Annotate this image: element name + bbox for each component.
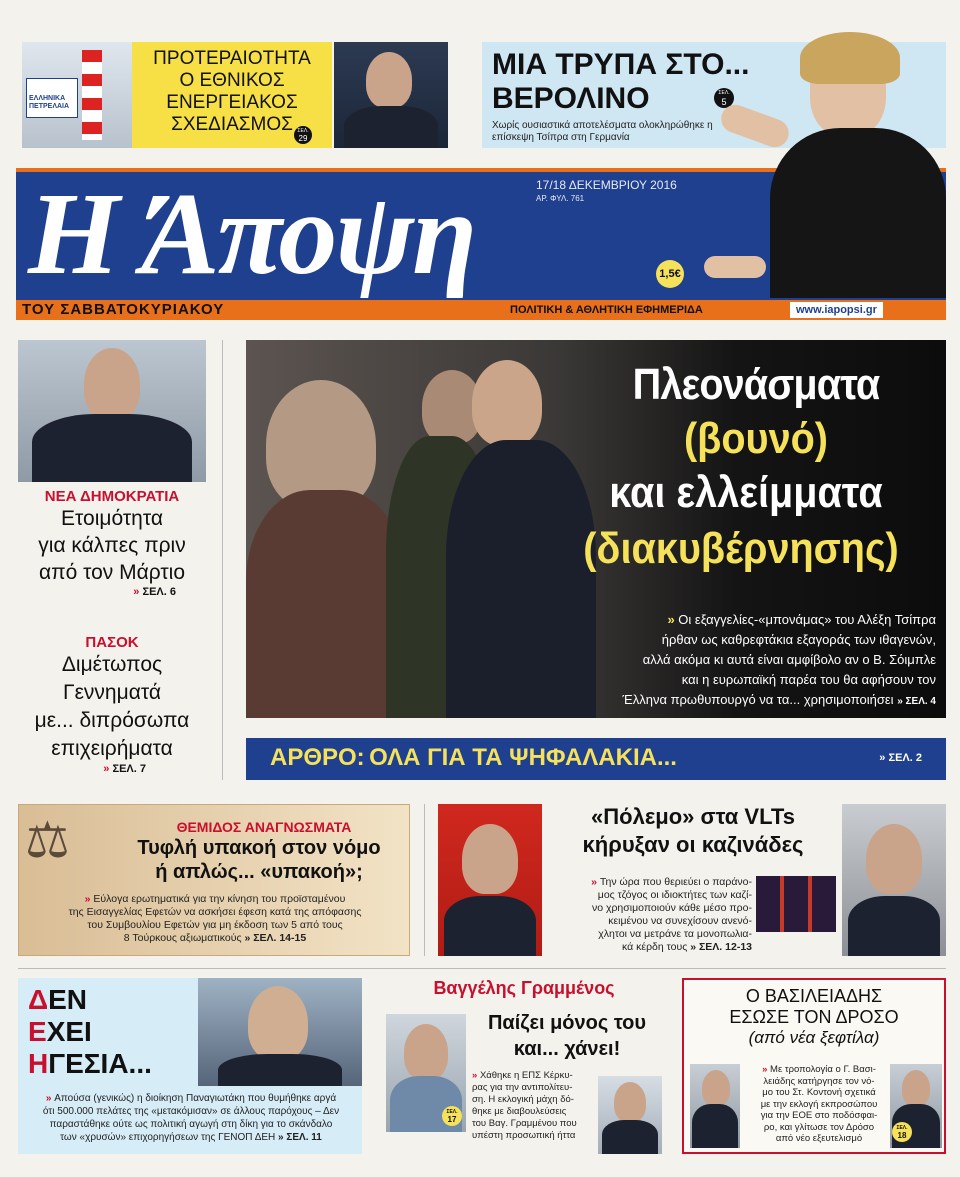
berlin-headline-1: ΜΙΑ ΤΡΥΠΑ ΣΤΟ... — [492, 48, 750, 81]
pasok-line-1: Διμέτωπος — [61, 653, 163, 676]
vlt-person-photo — [438, 804, 542, 956]
grammenos-h2: και... χάνει! — [513, 1038, 621, 1060]
grammenos-body: » Χάθηκε η ΕΠΣ Κέρκυ- ρας για την αντιπολίτευ- ση. Η εκλογική μάχη δό- θηκε με διαβουλεύσεις του Βαγ. Γραμμένου που υπέστη προσωπική ήττα — [472, 1070, 577, 1141]
pasok-line-2: Γεννηματά — [63, 681, 161, 704]
vasil-h1: Ο ΒΑΣΙΛΕΙΑΔΗΣ — [745, 986, 883, 1006]
themidos-body: » Εύλογα ερωτηματικά για την κίνηση του προϊσταμένου της Εισαγγελίας Εφετών να ασκήσει έφεση κατά της απόφασης του Συμβουλίου Εφετών για μη έκδοση των 5 από τους 8 Τούρκους αξιωματικούς » ΣΕΛ. 14-15 — [68, 893, 362, 944]
dei-line-1: ΔΕΝ — [28, 984, 88, 1015]
main-headline-3: και ελλείμματα — [609, 468, 883, 517]
scales-icon: ⚖ — [25, 812, 70, 868]
grammenos-h1: Παίζει μόνος του — [487, 1012, 647, 1034]
merkel-photo — [700, 30, 946, 298]
energy-line-1: ΠΡΟΤΕΡΑΙΟΤΗΤΑ — [153, 48, 311, 69]
elpe-logo: ΕΛΛΗΝΙΚΑ ΠΕΤΡΕΛΑΙΑ — [26, 78, 78, 118]
energy-line-4: ΣΧΕΔΙΑΣΜΟΣ — [171, 114, 293, 135]
page-badge: ΣΕΛ. 29 — [294, 126, 312, 144]
themidos-h1: Τυφλή υπακοή στον νόμο — [137, 837, 381, 859]
pasok-story[interactable] — [18, 634, 206, 775]
refinery-photo — [22, 42, 132, 148]
page-badge: ΣΕΛ. 17 — [442, 1106, 462, 1126]
page-badge: ΣΕΛ. 5 — [714, 88, 734, 108]
vasileiadis-story[interactable] — [682, 978, 946, 1154]
pasok-page: » ΣΕΛ. 7 — [103, 763, 146, 775]
grammenos-photo-2 — [598, 1076, 662, 1154]
issue-number: ΑΡ. ΦΥΛ. 761 — [536, 194, 585, 203]
article-label: ΑΡΘΡΟ: — [270, 744, 365, 771]
vasil-photo-1 — [690, 1064, 740, 1148]
executive-photo — [334, 42, 448, 148]
energy-teaser[interactable] — [132, 42, 332, 148]
themidos-h2: ή απλώς... «υπακοή»; — [155, 861, 363, 883]
article-page: » ΣΕΛ. 2 — [879, 752, 922, 764]
vasil-body: » Με τροπολογία ο Γ. Βασι- λειάδης κατήργησε τον νό- μο του Στ. Κοντονή σχετικά με την εκλογή εκπροσώπου για την ΕΟΕ στο ποδόσφαι- ρο, και γλίτωσε τον Δρόσο από νέο εξευτελισμό — [760, 1064, 878, 1144]
vlt-story[interactable] — [548, 804, 838, 956]
nd-line-3: από τον Μάρτιο — [38, 561, 186, 584]
pasok-line-4: επιχειρήματα — [51, 737, 173, 760]
divider — [222, 340, 223, 780]
main-headline-4: (διακυβέρνησης) — [583, 524, 899, 573]
nd-line-1: Ετοιμότητα — [61, 507, 163, 530]
tagline: ΠΟΛΙΤΙΚΗ & ΑΘΛΗΤΙΚΗ ΕΦΗΜΕΡΙΔΑ — [510, 304, 703, 316]
vlt-person2-photo — [842, 804, 946, 956]
article-text: ΟΛΑ ΓΙΑ ΤΑ ΨΗΦΑΛΑΚΙΑ... — [369, 744, 677, 771]
energy-line-3: ΕΝΕΡΓΕΙΑΚΟΣ — [166, 92, 298, 113]
dei-body: » Απούσα (γενικώς) η διοίκηση Παναγιωτάκη που θυμήθηκε αργά ότι 500.000 πελάτες της «μετακόμισαν» σε άλλους παρόχους – Δεν παραστάθηκε ούτε ως πολιτική αγωγή στη δίκη για το σκάνδαλο των «χρυσών» επιχορηγήσεων της ΓΕΝΟΠ ΔΕΗ » ΣΕΛ. 11 — [42, 1093, 340, 1143]
nd-line-2: για κάλπες πριν — [38, 534, 186, 557]
price-badge: 1,5€ — [656, 260, 684, 288]
article-bar[interactable] — [246, 738, 946, 780]
vlt-h2: κήρυξαν οι καζινάδες — [582, 832, 804, 857]
dei-line-2: ΕΧΕΙ — [28, 1016, 92, 1047]
berlin-sub: Χωρίς ουσιαστικά αποτελέσματα ολοκληρώθηκε η επίσκεψη Τσίπρα στη Γερμανία — [492, 120, 713, 143]
divider — [18, 968, 946, 969]
slot-machines-photo — [756, 876, 836, 932]
grammenos-name: Βαγγέλης Γραμμένος — [433, 978, 615, 998]
nd-page: » ΣΕΛ. 6 — [133, 586, 176, 598]
vasil-photo-2 — [890, 1064, 942, 1148]
main-headline-2: (βουνό) — [684, 414, 828, 463]
issue-date: 17/18 ΔΕΚΕΜΒΡΙΟΥ 2016 — [536, 178, 677, 192]
vasil-h3: (από νέα ξεφτίλα) — [748, 1028, 880, 1047]
page-badge: ΣΕΛ. 18 — [892, 1122, 912, 1142]
dei-story[interactable] — [18, 978, 362, 1154]
vlt-h1: «Πόλεμο» στα VLTs — [591, 804, 795, 829]
divider — [424, 804, 425, 956]
masthead-title: Η Άποψη — [28, 168, 475, 299]
vlt-body: » Την ώρα που θεριεύει ο παράνο- μος τζόγος οι ιδιοκτήτες των καζί- νο χρησιμοποιούν κάθε μέσο προ- κειμένου να συνεχίσουν ανενό- χλητοι να μετράνε τα μονοπωλια- κά κέρδη τους » ΣΕΛ. 12-13 — [591, 876, 752, 953]
energy-line-2: Ο ΕΘΝΙΚΟΣ — [179, 70, 285, 91]
website-link[interactable]: www.iapopsi.gr — [790, 302, 883, 318]
nd-label: ΝΕΑ ΔΗΜΟΚΡΑΤΙΑ — [44, 488, 180, 505]
edition-label: ΤΟΥ ΣΑΒΒΑΤΟΚΥΡΙΑΚΟΥ — [22, 301, 225, 318]
panagiotakis-photo — [198, 978, 362, 1086]
dei-line-3: ΗΓΕΣΙΑ... — [28, 1048, 152, 1079]
themidos-story[interactable] — [18, 804, 410, 956]
themidos-label: ΘΕΜΙΔΟΣ ΑΝΑΓΝΩΣΜΑΤΑ — [176, 819, 352, 835]
vasil-h2: ΕΣΩΣΕ ΤΟΝ ΔΡΟΣΟ — [729, 1007, 899, 1027]
nd-story[interactable] — [18, 488, 206, 598]
grammenos-photo — [386, 1014, 466, 1132]
grammenos-story[interactable] — [384, 978, 664, 1154]
main-body: » Οι εξαγγελίες-«μπονάμας» του Αλέξη Τσίπρα ήρθαν ως καθρεφτάκια εξαγοράς των ιθαγενών, αλλά ακόμα κι αυτά είναι αμφίβολο αν ο Β. Σόιμπλε και η ευρωπαϊκή παρέα του θα αφήσουν τον Έλληνα πρωθυπουργό να τα... χρησιμοποιήσει » ΣΕΛ. 4 — [622, 612, 936, 707]
main-story[interactable] — [246, 340, 946, 718]
pasok-label: ΠΑΣΟΚ — [85, 634, 139, 651]
mitsotakis-photo — [18, 340, 206, 482]
main-headline-1: Πλεονάσματα — [632, 360, 880, 409]
berlin-headline-2: ΒΕΡΟΛΙΝΟ — [492, 82, 650, 115]
pasok-line-3: με... διπρόσωπα — [34, 709, 190, 732]
